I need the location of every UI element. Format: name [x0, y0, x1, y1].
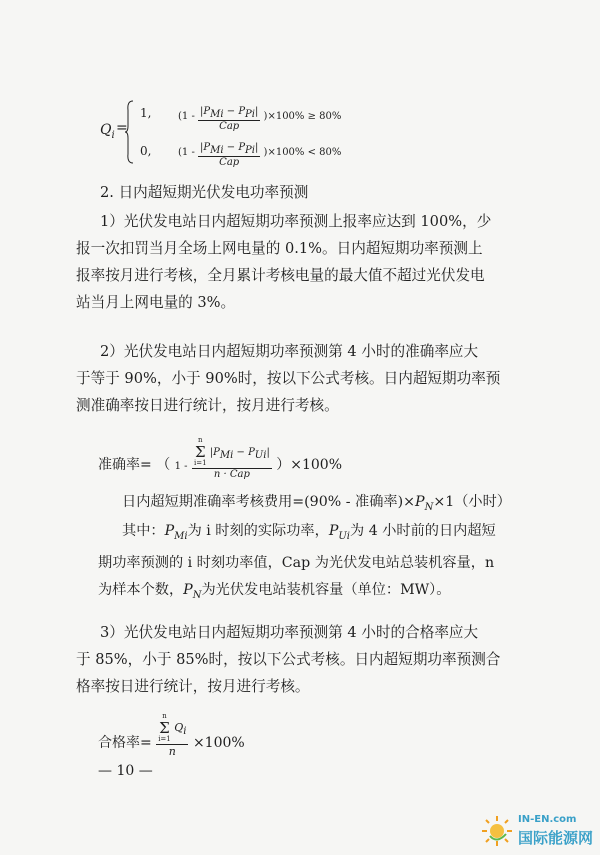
sum-symbol: n Σ i=1	[194, 436, 207, 467]
formula-accuracy	[98, 436, 342, 480]
para4-line: 于 85%，小于 85%时，按以下公式考核。日内超短期功率预测合	[76, 651, 501, 668]
pass-fraction: n Σ i=1 $Q_i$ n	[158, 712, 187, 758]
brand-domain: IN-EN.com	[518, 814, 577, 825]
formula-pass-rate	[98, 712, 245, 758]
paragraph-3	[98, 518, 496, 609]
para1-line: 1）光伏发电站日内超短期功率预测上报率应达到 100%，少	[100, 213, 492, 230]
accuracy-label: 准确率=	[98, 457, 152, 473]
section-heading: 2. 日内超短期光伏发电功率预测	[100, 184, 309, 201]
para3-line: 期功率预测的 i 时刻功率值，Cap 为光伏发电站总装机容量，n	[98, 554, 495, 571]
brand-name: 国际能源网	[518, 829, 594, 847]
formula-qi-equals: =	[116, 120, 128, 136]
paragraph-2	[76, 338, 501, 419]
para1-line: 报率按月进行考核，全月累计考核电量的最大值不超过光伏发电	[76, 267, 485, 284]
one-minus: 1 -	[174, 461, 188, 472]
watermark-logo	[480, 810, 600, 852]
paragraph-4	[76, 619, 501, 700]
case2-expr: (1 - $\frac{|P_{Mi} - P_{Pi}|}{\text{Cap}}$ )×100% < 80%	[178, 142, 342, 168]
para2-line: 2）光伏发电站日内超短期功率预测第 4 小时的准确率应大	[100, 343, 479, 360]
case2-value: 0,	[140, 144, 152, 158]
para1-line: 站当月上网电量的 3%。	[76, 294, 236, 311]
page-number: — 10 —	[98, 763, 153, 779]
sum-symbol: n Σ i=1	[158, 712, 171, 743]
para2-line: 测准确率按日进行统计，按月进行考核。	[76, 397, 339, 414]
case1-value: 1,	[140, 106, 152, 120]
para1-line: 报一次扣罚当月全场上网电量的 0.1%。日内超短期功率预测上	[76, 240, 483, 257]
para4-line: 3）光伏发电站日内超短期功率预测第 4 小时的合格率应大	[100, 624, 479, 641]
fee-line: 日内超短期准确率考核费用=(90% - 准确率)$\times P_N\times 1$（小时）	[122, 494, 511, 513]
para2-line: 于等于 90%，小于 90%时，按以下公式考核。日内超短期功率预	[76, 370, 501, 387]
para3-line: 其中：$P_{Mi}$为 i 时刻的实际功率，$P_{Ui}$为 4 小时前的日内超短	[122, 523, 496, 542]
sun-icon	[480, 814, 514, 848]
case1-expr: (1 - $\frac{|P_{Mi} - P_{Pi}|}{\text{Cap}}$ )×100% ≥ 80%	[178, 106, 342, 132]
formula-qi	[100, 98, 360, 178]
para3-line: 为样本个数，$P_N$为光伏发电站装机容量（单位：MW）。	[98, 581, 451, 601]
open-paren: （	[156, 457, 171, 473]
brace-icon	[124, 100, 134, 164]
close-paren: ）×100%	[276, 457, 343, 473]
pass-label: 合格率=	[98, 735, 152, 751]
para4-line: 格率按日进行统计，按月进行考核。	[76, 678, 310, 695]
paragraph-1	[76, 208, 492, 316]
pass-post: ×100%	[192, 735, 245, 751]
accuracy-fraction: n Σ i=1 $|P_{Mi} - P_{Ui}|$ n · Cap	[194, 436, 270, 480]
formula-qi-lhs: $Q_i$	[100, 122, 115, 141]
